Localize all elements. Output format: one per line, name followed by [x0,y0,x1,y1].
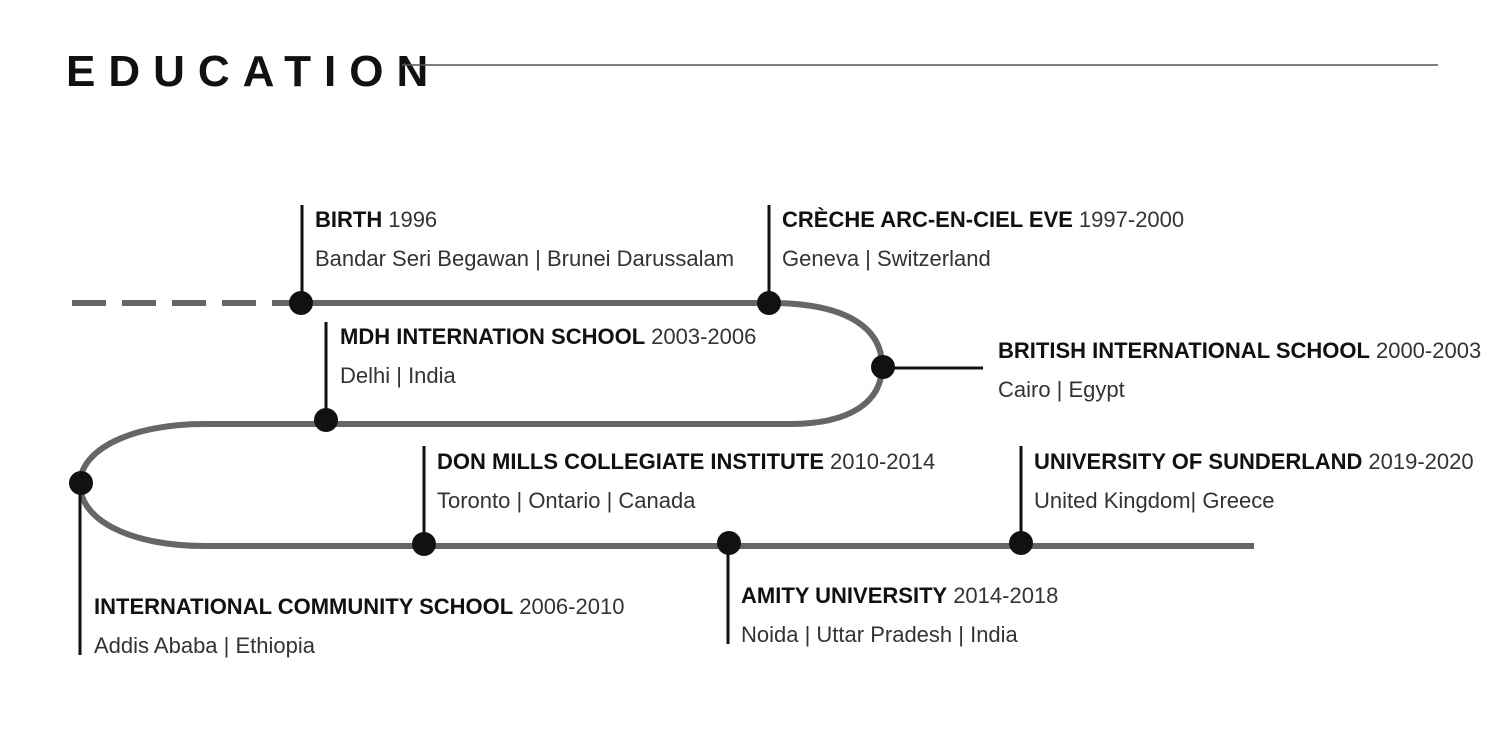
donmills-label [437,449,935,513]
event-place: Bandar Seri Begawan | Brunei Darussalam [315,246,735,271]
event-place: Geneva | Switzerland [782,246,991,271]
event-years: 2006-2010 [519,594,625,619]
event-place: Delhi | India [340,363,456,388]
creche-node [757,291,781,315]
event-place: Cairo | Egypt [998,377,1125,402]
svg-text:BRITISH INTERNATIONAL SCHOOL20 [998,338,1481,363]
mdh-node [314,408,338,432]
donmills-node [412,532,436,556]
birth-label [315,207,734,271]
event-years: 1997-2000 [1078,207,1185,232]
british-node [871,355,895,379]
event-place: Addis Ababa | Ethiopia [94,633,315,658]
event-name: INTERNATIONAL COMMUNITY SCHOOL [94,594,514,619]
event-name: DON MILLS COLLEGIATE INSTITUTE [437,449,825,474]
event-place: Toronto | Ontario | Canada [437,488,696,513]
svg-text:AMITY UNIVERSITY2014-2018 [741,583,1058,608]
svg-text:BIRTH1996 [315,207,437,232]
event-years: 1996 [388,207,438,232]
event-name: BIRTH [315,207,383,232]
svg-text:CRÈCHE ARC-EN-CIEL EVE1997-200 [782,207,1184,232]
mdh-label [340,324,756,388]
amity-label [741,583,1058,647]
sunderland-node [1009,531,1033,555]
british-label [998,338,1481,402]
event-years: 2019-2020 [1368,449,1474,474]
event-name: CRÈCHE ARC-EN-CIEL EVE [782,207,1073,232]
svg-text:MDH INTERNATION SCHOOL2003-200 [340,324,756,349]
section-title: EDUCATION [66,47,442,96]
event-name: AMITY UNIVERSITY [741,583,948,608]
svg-text:UNIVERSITY OF SUNDERLAND2019-2 [1034,449,1474,474]
svg-text:INTERNATIONAL COMMUNITY SCHOOL [94,594,624,619]
ics-node [69,471,93,495]
svg-text:DON MILLS COLLEGIATE INSTITUTE [437,449,935,474]
event-years: 2000-2003 [1375,338,1482,363]
event-years: 2003-2006 [651,324,757,349]
event-name: MDH INTERNATION SCHOOL [340,324,646,349]
sunderland-label [1034,449,1474,513]
event-years: 2014-2018 [953,583,1059,608]
event-place: United Kingdom| Greece [1034,488,1275,513]
event-years: 2010-2014 [830,449,936,474]
event-name: BRITISH INTERNATIONAL SCHOOL [998,338,1370,363]
creche-label [782,207,1184,271]
birth-node [289,291,313,315]
ics-label [94,594,624,658]
event-name: UNIVERSITY OF SUNDERLAND [1034,449,1363,474]
event-place: Noida | Uttar Pradesh | India [741,622,1018,647]
amity-node [717,531,741,555]
